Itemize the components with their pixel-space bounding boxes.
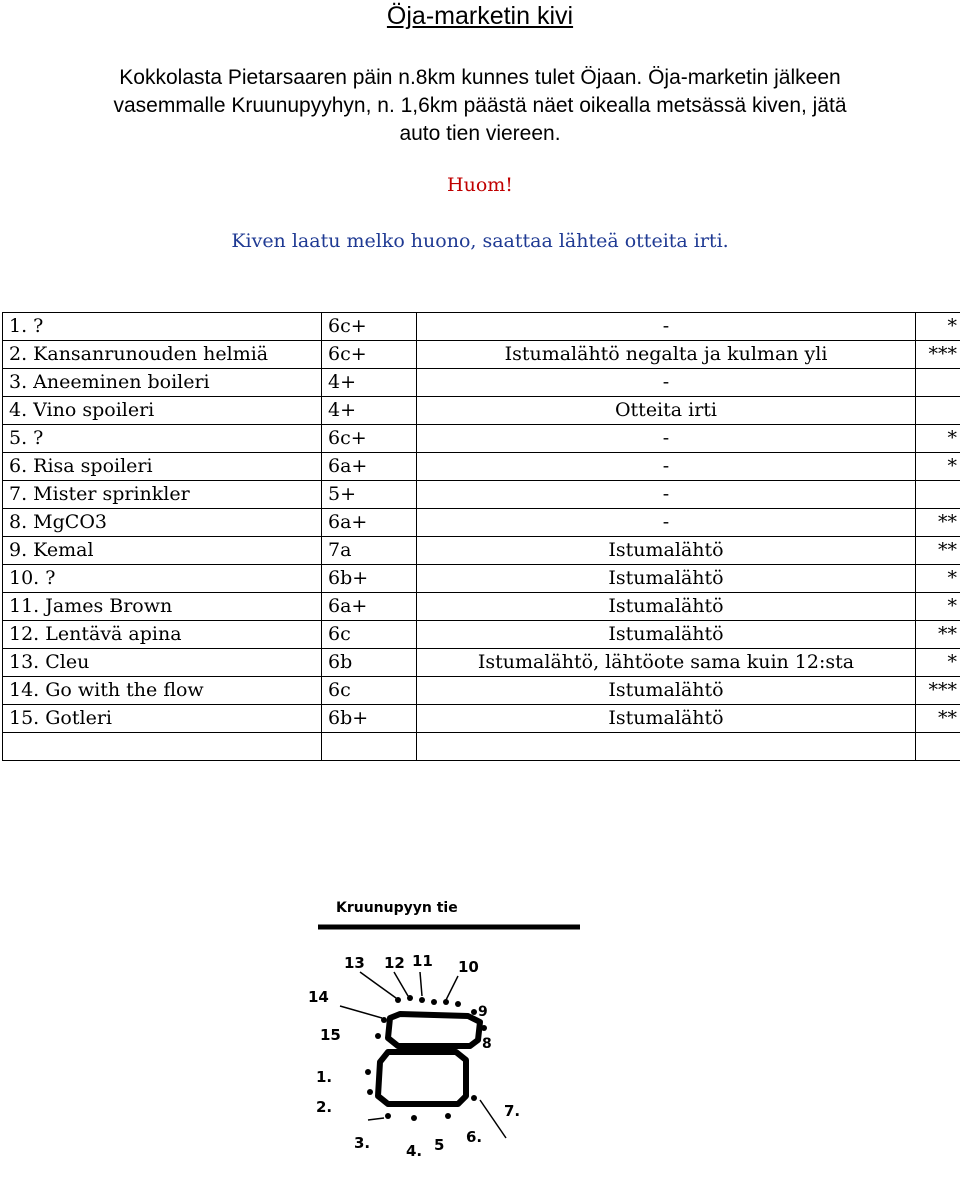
map-label-4: 4. xyxy=(406,1142,423,1160)
route-description: - xyxy=(417,313,916,341)
route-grade: 6a+ xyxy=(322,453,417,481)
route-stars: * xyxy=(916,593,960,621)
map-label-15: 15 xyxy=(320,1026,341,1044)
table-row xyxy=(3,677,960,705)
route-name: 12. Lentävä apina xyxy=(3,621,322,649)
route-name: 10. ? xyxy=(3,565,322,593)
route-description: Istumalähtö negalta ja kulman yli xyxy=(417,341,916,369)
map-label-11: 11 xyxy=(412,952,433,970)
table-row xyxy=(3,705,960,733)
table-row xyxy=(3,369,960,397)
route-grade: 7a xyxy=(322,537,417,565)
table-row xyxy=(3,481,960,509)
table-row xyxy=(3,565,960,593)
route-name: 15. Gotleri xyxy=(3,705,322,733)
empty-cell xyxy=(3,733,322,761)
route-description: - xyxy=(417,369,916,397)
route-grade: 6a+ xyxy=(322,593,417,621)
route-name: 1. ? xyxy=(3,313,322,341)
problem-dot xyxy=(411,1115,417,1121)
empty-cell xyxy=(916,733,960,761)
problem-dot xyxy=(471,1095,477,1101)
route-name: 8. MgCO3 xyxy=(3,509,322,537)
route-grade: 6c xyxy=(322,621,417,649)
table-row xyxy=(3,509,960,537)
table-row xyxy=(3,425,960,453)
directions-line: Kokkolasta Pietarsaaren päin n.8km kunnes tulet Öjaan. Öja-marketin jälkeen xyxy=(119,66,841,89)
route-grade: 6c+ xyxy=(322,313,417,341)
boulder-map-drawing xyxy=(298,860,628,1200)
note-label: Huom! xyxy=(447,174,513,196)
map-label-6: 6. xyxy=(466,1128,483,1146)
route-description: Istumalähtö xyxy=(417,705,916,733)
route-grade: 6b+ xyxy=(322,565,417,593)
route-description: - xyxy=(417,453,916,481)
route-name: 5. ? xyxy=(3,425,322,453)
route-grade: 6c xyxy=(322,677,417,705)
route-grade: 6c+ xyxy=(322,341,417,369)
route-description: Istumalähtö xyxy=(417,565,916,593)
table-row xyxy=(3,341,960,369)
table-row-empty xyxy=(3,733,960,761)
route-stars: * xyxy=(916,425,960,453)
route-description: Otteita irti xyxy=(417,397,916,425)
route-description: Istumalähtö xyxy=(417,537,916,565)
routes-table xyxy=(2,312,960,761)
problem-dot xyxy=(375,1033,381,1039)
route-name: 7. Mister sprinkler xyxy=(3,481,322,509)
route-grade: 5+ xyxy=(322,481,417,509)
route-grade: 4+ xyxy=(322,397,417,425)
boulder-map xyxy=(298,860,628,1200)
map-label-12: 12 xyxy=(384,954,405,972)
note-text: Kiven laatu melko huono, saattaa lähteä otteita irti. xyxy=(231,230,729,252)
route-grade: 6c+ xyxy=(322,425,417,453)
problem-dot xyxy=(365,1069,371,1075)
map-label-14: 14 xyxy=(308,988,329,1006)
route-stars: * xyxy=(916,649,960,677)
route-description: - xyxy=(417,509,916,537)
table-row xyxy=(3,537,960,565)
problem-dot xyxy=(367,1089,373,1095)
route-description: - xyxy=(417,425,916,453)
empty-cell xyxy=(322,733,417,761)
route-stars: ** xyxy=(916,509,960,537)
map-label-9: 9 xyxy=(478,1004,488,1020)
table-row xyxy=(3,621,960,649)
page-title: Öja-marketin kivi xyxy=(386,2,574,30)
route-name: 9. Kemal xyxy=(3,537,322,565)
table-row xyxy=(3,593,960,621)
table-row xyxy=(3,397,960,425)
map-label-2: 2. xyxy=(316,1098,333,1116)
map-label-7: 7. xyxy=(504,1102,521,1120)
route-description: Istumalähtö, lähtöote sama kuin 12:sta xyxy=(417,649,916,677)
route-stars xyxy=(916,397,960,425)
route-name: 2. Kansanrunouden helmiä xyxy=(3,341,322,369)
problem-dot xyxy=(385,1113,391,1119)
table-row xyxy=(3,649,960,677)
problem-dot xyxy=(445,1113,451,1119)
route-stars xyxy=(916,369,960,397)
empty-cell xyxy=(417,733,916,761)
route-stars: ** xyxy=(916,621,960,649)
route-stars: ** xyxy=(916,705,960,733)
route-stars: *** xyxy=(916,677,960,705)
directions-paragraph xyxy=(0,64,960,148)
route-grade: 6a+ xyxy=(322,509,417,537)
table-row xyxy=(3,313,960,341)
problem-dot xyxy=(419,997,425,1003)
route-description: Istumalähtö xyxy=(417,593,916,621)
map-label-3: 3. xyxy=(354,1134,371,1152)
directions-line: auto tien viereen. xyxy=(399,122,561,145)
route-stars: * xyxy=(916,313,960,341)
route-stars: * xyxy=(916,565,960,593)
table-row xyxy=(3,453,960,481)
route-name: 13. Cleu xyxy=(3,649,322,677)
route-grade: 4+ xyxy=(322,369,417,397)
route-description: Istumalähtö xyxy=(417,621,916,649)
route-description: - xyxy=(417,481,916,509)
map-label-10: 10 xyxy=(458,958,479,976)
route-name: 4. Vino spoileri xyxy=(3,397,322,425)
problem-dot xyxy=(455,1001,461,1007)
route-stars: ** xyxy=(916,537,960,565)
route-name: 3. Aneeminen boileri xyxy=(3,369,322,397)
route-description: Istumalähtö xyxy=(417,677,916,705)
route-stars xyxy=(916,481,960,509)
road-label: Kruunupyyn tie xyxy=(336,900,458,916)
directions-line: vasemmalle Kruunupyyhyn, n. 1,6km päästä näet oikealla metsässä kiven, jätä xyxy=(113,94,847,117)
problem-dot xyxy=(431,999,437,1005)
route-grade: 6b xyxy=(322,649,417,677)
route-name: 6. Risa spoileri xyxy=(3,453,322,481)
route-name: 11. James Brown xyxy=(3,593,322,621)
route-stars: * xyxy=(916,453,960,481)
map-label-5: 5 xyxy=(434,1136,445,1154)
map-label-1: 1. xyxy=(316,1068,333,1086)
problem-dot xyxy=(481,1025,487,1031)
map-label-8: 8 xyxy=(482,1036,492,1052)
route-stars: *** xyxy=(916,341,960,369)
map-label-13: 13 xyxy=(344,954,365,972)
route-name: 14. Go with the flow xyxy=(3,677,322,705)
route-grade: 6b+ xyxy=(322,705,417,733)
problem-dot xyxy=(471,1009,477,1015)
